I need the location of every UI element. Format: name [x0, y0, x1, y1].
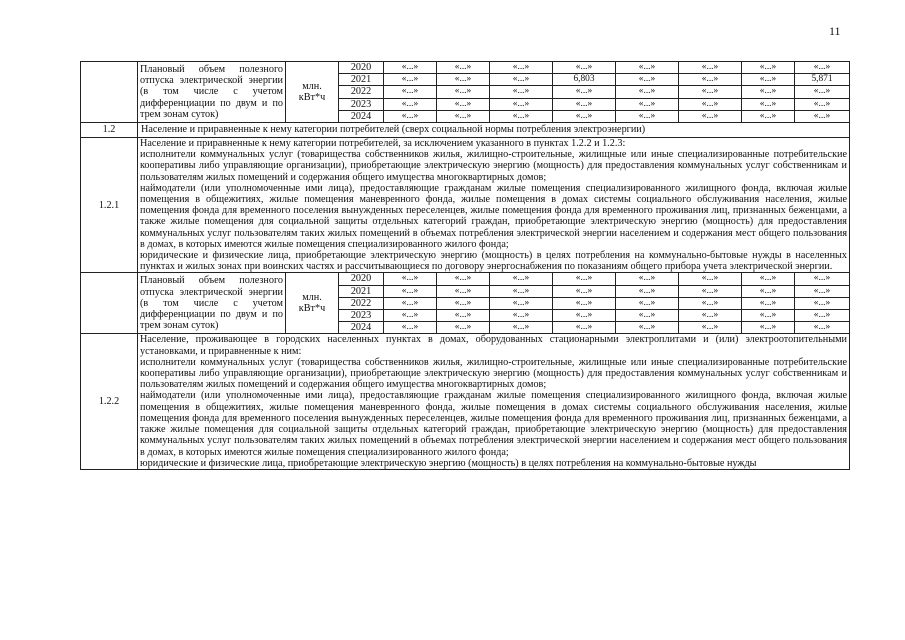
value-cell: «...» — [437, 86, 490, 98]
paragraph: юридические и физические лица, приобретающие электрическую энергию (мощность) в целях потребления на коммунально-бытовые нужды — [140, 457, 757, 469]
value-cell: «...» — [742, 322, 795, 334]
value-cell: «...» — [553, 273, 616, 285]
value-cell: «...» — [490, 297, 553, 309]
value-cell: «...» — [490, 322, 553, 334]
volume-label: Плановый объем полезного отпуска электрической энергии (в том числе с учетом дифференциации по двум и по трем зонам суток) — [138, 62, 286, 123]
value-cell: «...» — [742, 62, 795, 74]
unit-label: млн. кВт*ч — [286, 273, 339, 334]
value-cell: «...» — [437, 273, 490, 285]
value-cell: «...» — [384, 62, 437, 74]
value-cell: «...» — [616, 86, 679, 98]
value-cell: «...» — [490, 285, 553, 297]
value-cell: «...» — [490, 310, 553, 322]
value-cell: «...» — [616, 322, 679, 334]
value-cell: 5,871 — [795, 74, 850, 86]
volume-block-2 — [81, 273, 850, 334]
value-cell: «...» — [553, 322, 616, 334]
value-cell: «...» — [490, 74, 553, 86]
value-cell: «...» — [490, 62, 553, 74]
value-cell: «...» — [490, 110, 553, 122]
value-cell: «...» — [384, 98, 437, 110]
section-title: Население и приравненные к нему категории потребителей (сверх социальной нормы потребления электроэнергии) — [138, 123, 850, 138]
value-cell: «...» — [679, 98, 742, 110]
value-cell: «...» — [616, 310, 679, 322]
value-cell: «...» — [553, 285, 616, 297]
volume-label: Плановый объем полезного отпуска электрической энергии (в том числе с учетом дифференциации по двум и по трем зонам суток) — [138, 273, 286, 334]
value-cell: «...» — [742, 297, 795, 309]
value-cell: «...» — [553, 310, 616, 322]
value-cell: «...» — [795, 273, 850, 285]
value-cell: «...» — [437, 74, 490, 86]
value-cell: «...» — [795, 322, 850, 334]
value-cell: 6,803 — [553, 74, 616, 86]
paragraph: исполнители коммунальных услуг (товарищества собственников жилья, жилищно-строительные, жилищные или иные специализированные потребительские кооперативы либо управляющие организации), приобретающие электрическую энергию (мощность) для предоставления коммунальных услуг собственникам и пользователям жилых помещений и содержания общего имущества многоквартирных домов; — [140, 149, 847, 183]
year-cell: 2022 — [339, 86, 384, 98]
year-row — [81, 273, 850, 285]
value-cell: «...» — [384, 86, 437, 98]
year-cell: 2020 — [339, 62, 384, 74]
paragraph: Население и приравненные к нему категории потребителей, за исключением указанного в пунктах 1.2.2 и 1.2.3: — [140, 138, 626, 150]
value-cell: «...» — [616, 273, 679, 285]
value-cell: «...» — [437, 285, 490, 297]
section-text — [138, 138, 850, 273]
value-cell: «...» — [437, 110, 490, 122]
value-cell: «...» — [490, 86, 553, 98]
value-cell: «...» — [384, 74, 437, 86]
value-cell: «...» — [742, 285, 795, 297]
value-cell: «...» — [553, 62, 616, 74]
value-cell: «...» — [437, 98, 490, 110]
section-1-2-2-row — [81, 334, 850, 469]
year-cell: 2023 — [339, 310, 384, 322]
value-cell: «...» — [679, 297, 742, 309]
paragraph: Население, проживающее в городских населенных пунктах в домах, оборудованных стационарными электроплитами и (или) электроотопительными установками, и приравненные к ним: — [140, 334, 847, 357]
value-cell: «...» — [384, 297, 437, 309]
unit-label: млн. кВт*ч — [286, 62, 339, 123]
value-cell: «...» — [616, 297, 679, 309]
section-number: 1.2.2 — [81, 334, 138, 469]
section-1-2-row — [81, 123, 850, 138]
value-cell: «...» — [553, 86, 616, 98]
paragraph: юридические и физические лица, приобретающие электрическую энергию (мощность) в целях потребления на коммунально-бытовые нужды в населенных пунктах и жилых зонах при воинских частях и рассчитывающиеся по договору энергоснабжения по показаниям общего прибора учета электрической энергии. — [140, 250, 847, 273]
section-1-2-1-row — [81, 138, 850, 273]
value-cell: «...» — [742, 273, 795, 285]
value-cell: «...» — [437, 62, 490, 74]
value-cell: «...» — [553, 297, 616, 309]
page-number: 11 — [829, 24, 841, 38]
year-cell: 2024 — [339, 110, 384, 122]
value-cell: «...» — [616, 74, 679, 86]
value-cell: «...» — [490, 98, 553, 110]
value-cell: «...» — [795, 62, 850, 74]
value-cell: «...» — [437, 310, 490, 322]
section-text — [138, 334, 850, 469]
value-cell: «...» — [679, 110, 742, 122]
paragraph: наймодатели (или уполномоченные ими лица), предоставляющие гражданам жилые помещения специализированного жилищного фонда, включая жилые помещения в общежитиях, жилые помещения маневренного фонда, жилые помещения в домах системы социального обслуживания населения, жилые помещения фонда для временного поселения вынужденных переселенцев, жилые помещения фонда для временного проживания лиц, признанных беженцами, а также жилые помещения для социальной защиты отдельных категорий граждан, приобретающие электрическую энергию (мощность) для предоставления коммунальных услуг пользователям таких жилых помещений в объемах потребления электрической энергии населением и содержания мест общего пользования в домах, в которых имеются жилые помещения специализированного жилого фонда; — [140, 182, 847, 250]
volume-block-1 — [81, 62, 850, 123]
value-cell: «...» — [795, 310, 850, 322]
value-cell: «...» — [384, 322, 437, 334]
value-cell: «...» — [437, 297, 490, 309]
year-cell: 2020 — [339, 273, 384, 285]
value-cell: «...» — [742, 110, 795, 122]
section-number-empty — [81, 62, 138, 123]
year-cell: 2021 — [339, 74, 384, 86]
section-number: 1.2.1 — [81, 138, 138, 273]
value-cell: «...» — [795, 285, 850, 297]
value-cell: «...» — [553, 98, 616, 110]
value-cell: «...» — [616, 110, 679, 122]
tariff-table — [80, 61, 850, 470]
value-cell: «...» — [795, 110, 850, 122]
value-cell: «...» — [742, 310, 795, 322]
year-row — [81, 62, 850, 74]
value-cell: «...» — [679, 273, 742, 285]
value-cell: «...» — [679, 322, 742, 334]
year-cell: 2021 — [339, 285, 384, 297]
value-cell: «...» — [384, 285, 437, 297]
value-cell: «...» — [616, 98, 679, 110]
value-cell: «...» — [616, 285, 679, 297]
value-cell: «...» — [384, 273, 437, 285]
value-cell: «...» — [616, 62, 679, 74]
paragraph: исполнители коммунальных услуг (товарищества собственников жилья, жилищно-строительные, жилищные или иные специализированные потребительские кооперативы либо управляющие организации), приобретающие электрическую энергию (мощность) для предоставления коммунальных услуг собственникам и пользователям жилых помещений и содержания общего имущества многоквартирных домов; — [140, 356, 847, 391]
value-cell: «...» — [437, 322, 490, 334]
value-cell: «...» — [795, 86, 850, 98]
value-cell: «...» — [742, 98, 795, 110]
value-cell: «...» — [679, 86, 742, 98]
value-cell: «...» — [795, 98, 850, 110]
value-cell: «...» — [384, 310, 437, 322]
value-cell: «...» — [679, 310, 742, 322]
value-cell: «...» — [742, 74, 795, 86]
value-cell: «...» — [742, 86, 795, 98]
value-cell: «...» — [679, 74, 742, 86]
year-cell: 2024 — [339, 322, 384, 334]
value-cell: «...» — [553, 110, 616, 122]
section-number-empty — [81, 273, 138, 334]
section-number: 1.2 — [81, 123, 138, 138]
value-cell: «...» — [384, 110, 437, 122]
value-cell: «...» — [679, 62, 742, 74]
value-cell: «...» — [679, 285, 742, 297]
value-cell: «...» — [795, 297, 850, 309]
year-cell: 2022 — [339, 297, 384, 309]
paragraph: наймодатели (или уполномоченные ими лица), предоставляющие гражданам жилые помещения специализированного жилищного фонда, включая жилые помещения в общежитиях, жилые помещения маневренного фонда, жилые помещения в домах системы социального обслуживания населения, жилые помещения фонда для временного поселения вынужденных переселенцев, жилые помещения фонда для временного проживания лиц, признанных беженцами, а также жилые помещения для социальной защиты отдельных категорий граждан, приобретающие электрическую энергию (мощность) для предоставления коммунальных услуг пользователям таких жилых помещений в объемах потребления электрической энергии населением и содержания мест общего пользования в домах, в которых имеются жилые помещения специализированного жилого фонда; — [140, 390, 847, 458]
year-cell: 2023 — [339, 98, 384, 110]
value-cell: «...» — [490, 273, 553, 285]
